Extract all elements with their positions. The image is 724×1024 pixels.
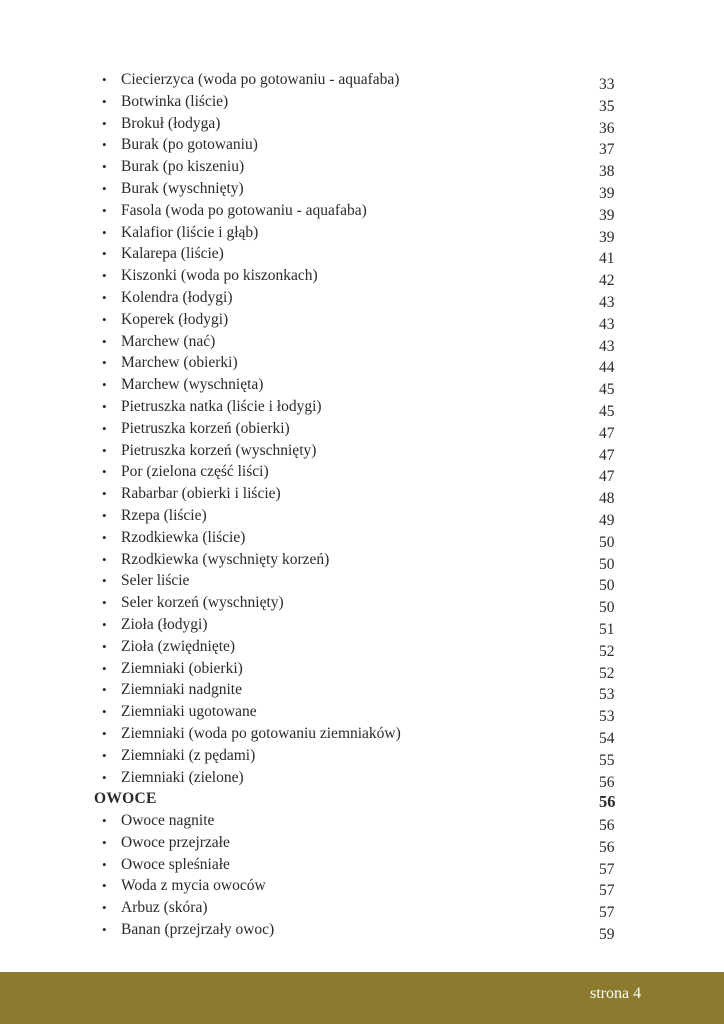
bullet-icon: • xyxy=(102,398,107,414)
entry-page-number: 36 xyxy=(599,119,615,137)
toc-entry xyxy=(0,134,724,159)
bullet-icon: • xyxy=(102,704,107,720)
entry-label: Ziemniaki (obierki) xyxy=(121,659,243,677)
entry-label: Seler korzeń (wyschnięty) xyxy=(121,594,284,612)
entry-label: Owoce spleśniałe xyxy=(121,855,230,873)
bullet-icon: • xyxy=(102,616,107,632)
entry-page-number: 57 xyxy=(599,860,615,878)
entry-page-number: 52 xyxy=(599,642,615,660)
entry-label: Ziemniaki nadgnite xyxy=(121,681,242,699)
bullet-icon: • xyxy=(102,834,107,850)
bullet-icon: • xyxy=(102,486,107,502)
entry-label: Ziemniaki ugotowane xyxy=(121,703,257,721)
entry-label: Pietruszka korzeń (wyschnięty) xyxy=(121,441,317,459)
entry-label: Zioła (łodygi) xyxy=(121,615,208,633)
bullet-icon: • xyxy=(102,573,107,589)
toc-entry xyxy=(0,701,724,726)
bullet-icon: • xyxy=(102,180,107,196)
toc-entry xyxy=(0,854,724,876)
toc-entry xyxy=(0,331,724,353)
bullet-icon: • xyxy=(102,660,107,676)
toc-entry xyxy=(0,243,724,268)
entry-page-number: 52 xyxy=(599,664,615,682)
entry-page-number: 57 xyxy=(599,904,615,922)
entry-page-number: 33 xyxy=(599,76,615,93)
entry-label: Pietruszka korzeń (obierki) xyxy=(121,419,290,437)
bullet-icon: • xyxy=(102,638,107,654)
entry-page-number: 47 xyxy=(599,446,615,464)
section-title: OWOCE xyxy=(94,790,157,808)
toc-entry xyxy=(0,636,724,658)
entry-page-number: 43 xyxy=(599,293,615,311)
entry-page-number: 38 xyxy=(599,163,615,181)
entry-label: Ziemniaki (zielone) xyxy=(121,768,244,786)
entry-page-number: 56 xyxy=(599,773,615,791)
entry-label: Burak (wyschnięty) xyxy=(121,179,244,197)
toc-entry xyxy=(0,69,724,91)
bullet-icon: • xyxy=(102,311,107,327)
entry-page-number: 54 xyxy=(599,729,615,747)
toc-entry xyxy=(0,897,724,922)
entry-label: Kolendra (łodygi) xyxy=(121,288,233,306)
bullet-icon: • xyxy=(102,420,107,436)
entry-page-number: 56 xyxy=(599,792,616,812)
entry-label: Fasola (woda po gotowaniu - aquafaba) xyxy=(121,201,367,219)
entry-page-number: 51 xyxy=(599,620,615,638)
entry-label: Arbuz (skóra) xyxy=(121,899,208,917)
bullet-icon: • xyxy=(102,922,107,938)
toc-entry xyxy=(0,200,724,222)
bullet-icon: • xyxy=(102,355,107,371)
toc-entry xyxy=(0,396,724,418)
entry-label: Rzodkiewka (wyschnięty korzeń) xyxy=(121,550,330,568)
bullet-icon: • xyxy=(102,813,107,829)
bullet-icon: • xyxy=(102,878,107,894)
bullet-icon: • xyxy=(102,747,107,763)
entry-label: Botwinka (liście) xyxy=(121,92,229,110)
entry-label: Owoce nagnite xyxy=(121,812,215,830)
toc-entry xyxy=(0,658,724,680)
entry-label: Brokuł (łodyga) xyxy=(121,114,221,132)
entry-label: Owoce przejrzałe xyxy=(121,833,230,851)
bullet-icon: • xyxy=(102,159,107,175)
entry-page-number: 53 xyxy=(599,686,615,704)
entry-label: Marchew (nać) xyxy=(121,332,216,350)
toc-entry xyxy=(0,440,724,462)
entry-page-number: 43 xyxy=(599,337,615,355)
bullet-icon: • xyxy=(102,72,107,87)
bullet-icon: • xyxy=(102,115,107,131)
entry-label: Kalafior (liście i głąb) xyxy=(121,223,259,241)
toc-entry xyxy=(0,832,724,854)
bullet-icon: • xyxy=(102,507,107,523)
bullet-icon: • xyxy=(102,289,107,305)
toc-entry xyxy=(0,156,724,181)
bullet-icon: • xyxy=(102,246,107,262)
bullet-icon: • xyxy=(102,682,107,698)
toc-entry xyxy=(0,483,724,508)
bullet-icon: • xyxy=(102,595,107,611)
toc-entry xyxy=(0,352,724,377)
toc-entry xyxy=(0,418,724,440)
toc-entry xyxy=(0,745,724,767)
entry-label: Woda z mycia owoców xyxy=(121,877,266,895)
entry-label: Marchew (obierki) xyxy=(121,354,238,372)
toc-entry xyxy=(0,767,724,789)
entry-label: Pietruszka natka (liście i łodygi) xyxy=(121,397,322,415)
entry-label: Burak (po gotowaniu) xyxy=(121,136,258,154)
entry-page-number: 44 xyxy=(599,359,615,377)
toc-entry xyxy=(0,505,724,527)
entry-page-number: 59 xyxy=(599,926,615,944)
entry-page-number: 57 xyxy=(599,882,615,900)
entry-label: Zioła (zwiędnięte) xyxy=(121,637,236,655)
entry-page-number: 55 xyxy=(599,751,615,769)
toc-entry xyxy=(0,527,724,549)
entry-label: Ciecierzyca (woda po gotowaniu - aquafaba) xyxy=(121,71,400,88)
toc-entry xyxy=(0,919,724,944)
entry-label: Ziemniaki (woda po gotowaniu ziemniaków) xyxy=(121,724,401,742)
entry-page-number: 35 xyxy=(599,97,615,115)
entry-label: Ziemniaki (z pędami) xyxy=(121,746,256,764)
footer-band xyxy=(0,972,724,1024)
page-number-label: strona 4 xyxy=(590,985,642,1002)
entry-page-number: 43 xyxy=(599,315,615,333)
toc-entry xyxy=(0,91,724,113)
bullet-icon: • xyxy=(102,900,107,916)
entry-page-number: 56 xyxy=(599,817,615,835)
toc-entry xyxy=(0,570,724,595)
entry-label: Por (zielona część liści) xyxy=(121,463,269,481)
entry-page-number: 47 xyxy=(599,468,615,486)
bullet-icon: • xyxy=(102,464,107,480)
toc-entry xyxy=(0,810,724,835)
entry-page-number: 45 xyxy=(599,381,615,399)
entry-label: Banan (przejrzały owoc) xyxy=(121,921,275,939)
entry-label: Kalarepa (liście) xyxy=(121,245,224,263)
toc-entry xyxy=(0,461,724,486)
bullet-icon: • xyxy=(102,268,107,284)
toc-entry xyxy=(0,374,724,399)
toc-entry xyxy=(0,265,724,290)
bullet-icon: • xyxy=(102,224,107,240)
bullet-icon: • xyxy=(102,551,107,567)
entry-label: Rzodkiewka (liście) xyxy=(121,528,246,546)
entry-page-number: 41 xyxy=(599,250,615,268)
entry-page-number: 56 xyxy=(599,838,615,856)
entry-page-number: 50 xyxy=(599,577,615,595)
bullet-icon: • xyxy=(102,137,107,153)
bullet-icon: • xyxy=(102,725,107,741)
entry-label: Rzepa (liście) xyxy=(121,506,207,524)
entry-page-number: 42 xyxy=(599,272,615,290)
entry-label: Kiszonki (woda po kiszonkach) xyxy=(121,267,318,285)
bullet-icon: • xyxy=(102,769,107,785)
toc-entry xyxy=(0,222,724,244)
toc-section-heading xyxy=(0,788,724,810)
bullet-icon: • xyxy=(102,529,107,545)
toc-entry xyxy=(0,592,724,617)
toc-entry xyxy=(0,549,724,571)
toc-entry xyxy=(0,113,724,135)
bullet-icon: • xyxy=(102,442,107,458)
entry-page-number: 39 xyxy=(599,228,615,246)
toc-entry xyxy=(0,679,724,704)
bullet-icon: • xyxy=(102,856,107,872)
entry-page-number: 48 xyxy=(599,490,615,508)
entry-label: Marchew (wyschnięta) xyxy=(121,376,264,394)
entry-label: Rabarbar (obierki i liście) xyxy=(121,485,281,503)
bullet-icon: • xyxy=(102,93,107,109)
toc-entry xyxy=(0,178,724,200)
entry-page-number: 53 xyxy=(599,708,615,726)
toc-entry xyxy=(0,875,724,900)
bullet-icon: • xyxy=(102,333,107,349)
entry-page-number: 49 xyxy=(599,511,615,529)
bullet-icon: • xyxy=(102,377,107,393)
toc-entry xyxy=(0,287,724,309)
toc-entry xyxy=(0,309,724,331)
toc-entry xyxy=(0,723,724,745)
entry-page-number: 50 xyxy=(599,533,615,551)
bullet-icon: • xyxy=(102,202,107,218)
entry-page-number: 47 xyxy=(599,424,615,442)
entry-label: Koperek (łodygi) xyxy=(121,310,229,328)
entry-page-number: 45 xyxy=(599,402,615,420)
toc-entry xyxy=(0,614,724,636)
entry-page-number: 50 xyxy=(599,555,615,573)
entry-page-number: 37 xyxy=(599,141,615,159)
entry-page-number: 50 xyxy=(599,599,615,617)
entry-page-number: 39 xyxy=(599,206,615,224)
entry-label: Seler liście xyxy=(121,572,190,590)
table-of-contents xyxy=(0,69,724,944)
entry-page-number: 39 xyxy=(599,184,615,202)
entry-label: Burak (po kiszeniu) xyxy=(121,158,245,176)
